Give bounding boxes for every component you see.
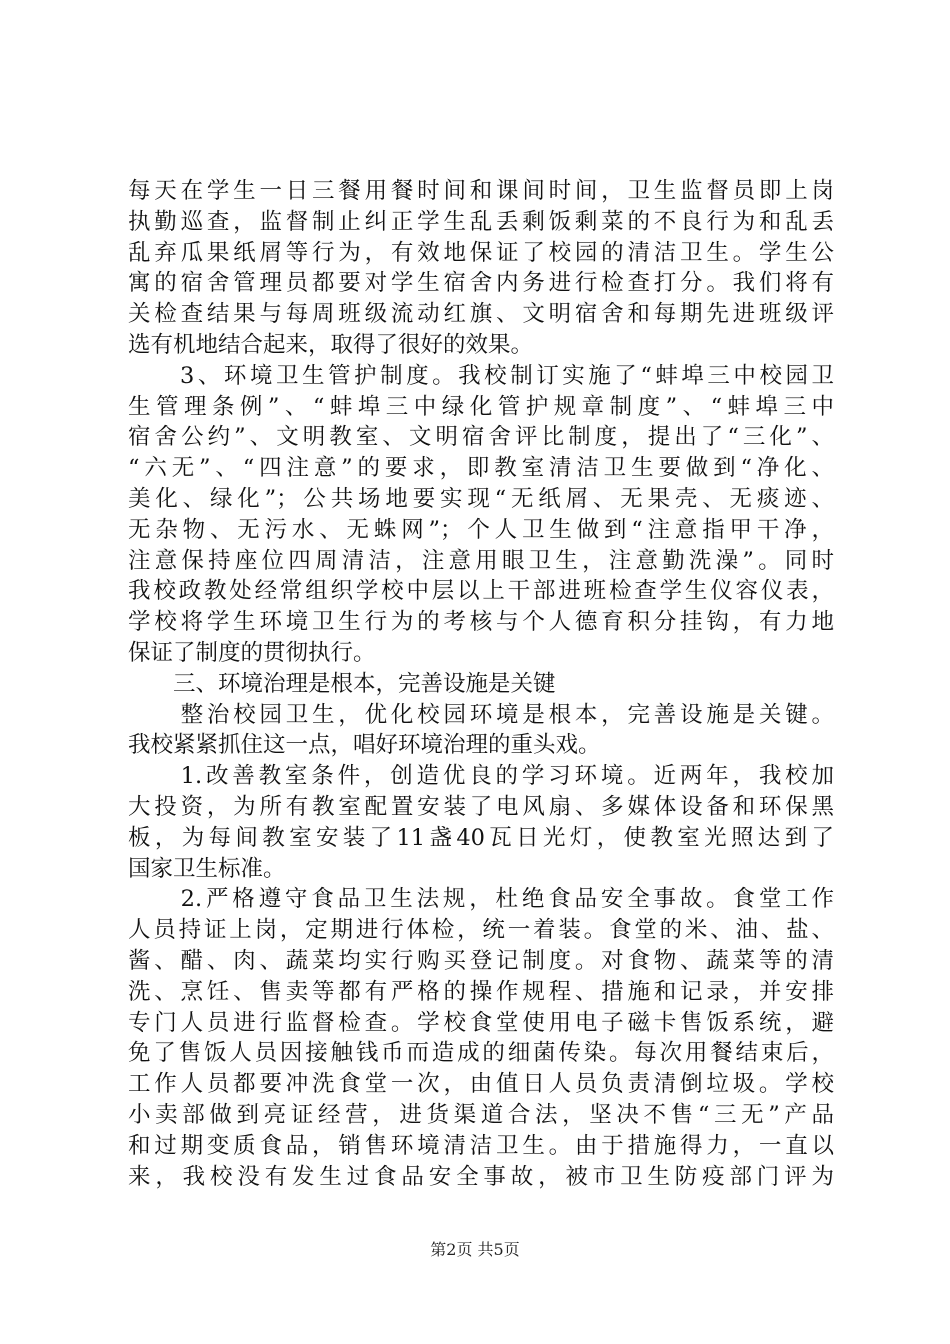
text-line: 选有机地结合起来，取得了很好的效果。 xyxy=(128,331,534,358)
text-line: 学校将学生环境卫生行为的考核与个人德育积分挂钩，有力地 xyxy=(128,609,834,636)
text-line: 板，为每间教室安装了11盏40瓦日光灯，使教室光照达到了 xyxy=(128,824,834,851)
text-line: 乱弃瓜果纸屑等行为，有效地保证了校园的清洁卫生。学生公 xyxy=(128,239,834,266)
text-line: 2.严格遵守食品卫生法规，杜绝食品安全事故。食堂工作 xyxy=(128,886,834,913)
text-line: 每天在学生一日三餐用餐时间和课间时间，卫生监督员即上岗 xyxy=(128,178,834,204)
text-line: 美化、绿化”；公共场地要实现“无纸屑、无果壳、无痰迹、 xyxy=(128,485,834,512)
text-line: 3、环境卫生管护制度。我校制订实施了“蚌埠三中校园卫 xyxy=(128,362,834,389)
text-line: 酱、醋、肉、蔬菜均实行购买登记制度。对食物、蔬菜等的清 xyxy=(128,947,834,974)
text-line: 我校紧紧抓住这一点，唱好环境治理的重头戏。 xyxy=(128,732,601,759)
document-body xyxy=(128,176,834,1192)
text-line: 无杂物、无污水、无蛛网”；个人卫生做到“注意指甲干净， xyxy=(128,516,834,543)
text-line: 人员持证上岗，定期进行体检，统一着装。食堂的米、油、盐、 xyxy=(128,917,834,944)
text-line: 来，我校没有发生过食品安全事故，被市卫生防疫部门评为 xyxy=(128,1163,834,1190)
text-line: 1.改善教室条件，创造优良的学习环境。近两年，我校加 xyxy=(128,763,834,790)
text-line: 寓的宿舍管理员都要对学生宿舍内务进行检查打分。我们将有 xyxy=(128,270,834,297)
text-line: 洗、烹饪、售卖等都有严格的操作规程、措施和记录，并安排 xyxy=(128,978,834,1005)
text-line: 我校政教处经常组织学校中层以上干部进班检查学生仪容仪表， xyxy=(128,578,834,605)
text-line: 小卖部做到亮证经营，进货渠道合法，坚决不售“三无”产品 xyxy=(128,1101,834,1128)
text-line: 关检查结果与每周班级流动红旗、文明宿舍和每期先进班级评 xyxy=(128,301,834,328)
text-line: 免了售饭人员因接触钱币而造成的细菌传染。每次用餐结束后， xyxy=(128,1040,834,1067)
text-line: 注意保持座位四周清洁，注意用眼卫生，注意勤洗澡”。同时 xyxy=(128,547,834,574)
text-line: 大投资，为所有教室配置安装了电风扇、多媒体设备和环保黑 xyxy=(128,793,834,820)
text-line: “六无”、“四注意”的要求，即教室清洁卫生要做到“净化、 xyxy=(128,455,834,482)
text-line: 专门人员进行监督检查。学校食堂使用电子磁卡售饭系统，避 xyxy=(128,1009,834,1036)
page-footer: 第2页 共5页 xyxy=(430,1240,520,1259)
text-line: 整治校园卫生，优化校园环境是根本，完善设施是关键。 xyxy=(128,701,834,728)
text-line: 三、环境治理是根本，完善设施是关键 xyxy=(128,670,556,697)
text-line: 保证了制度的贯彻执行。 xyxy=(128,639,376,666)
text-line: 工作人员都要冲洗食堂一次，由值日人员负责清倒垃圾。学校 xyxy=(128,1071,834,1098)
text-line: 国家卫生标准。 xyxy=(128,855,286,882)
text-line: 和过期变质食品，销售环境清洁卫生。由于措施得力，一直以 xyxy=(128,1132,834,1159)
text-line: 生管理条例”、“蚌埠三中绿化管护规章制度”、“蚌埠三中 xyxy=(128,393,834,420)
text-line: 执勤巡查，监督制止纠正学生乱丢剩饭剩菜的不良行为和乱丢 xyxy=(128,208,834,235)
text-line: 宿舍公约”、文明教室、文明宿舍评比制度，提出了“三化”、 xyxy=(128,424,834,451)
